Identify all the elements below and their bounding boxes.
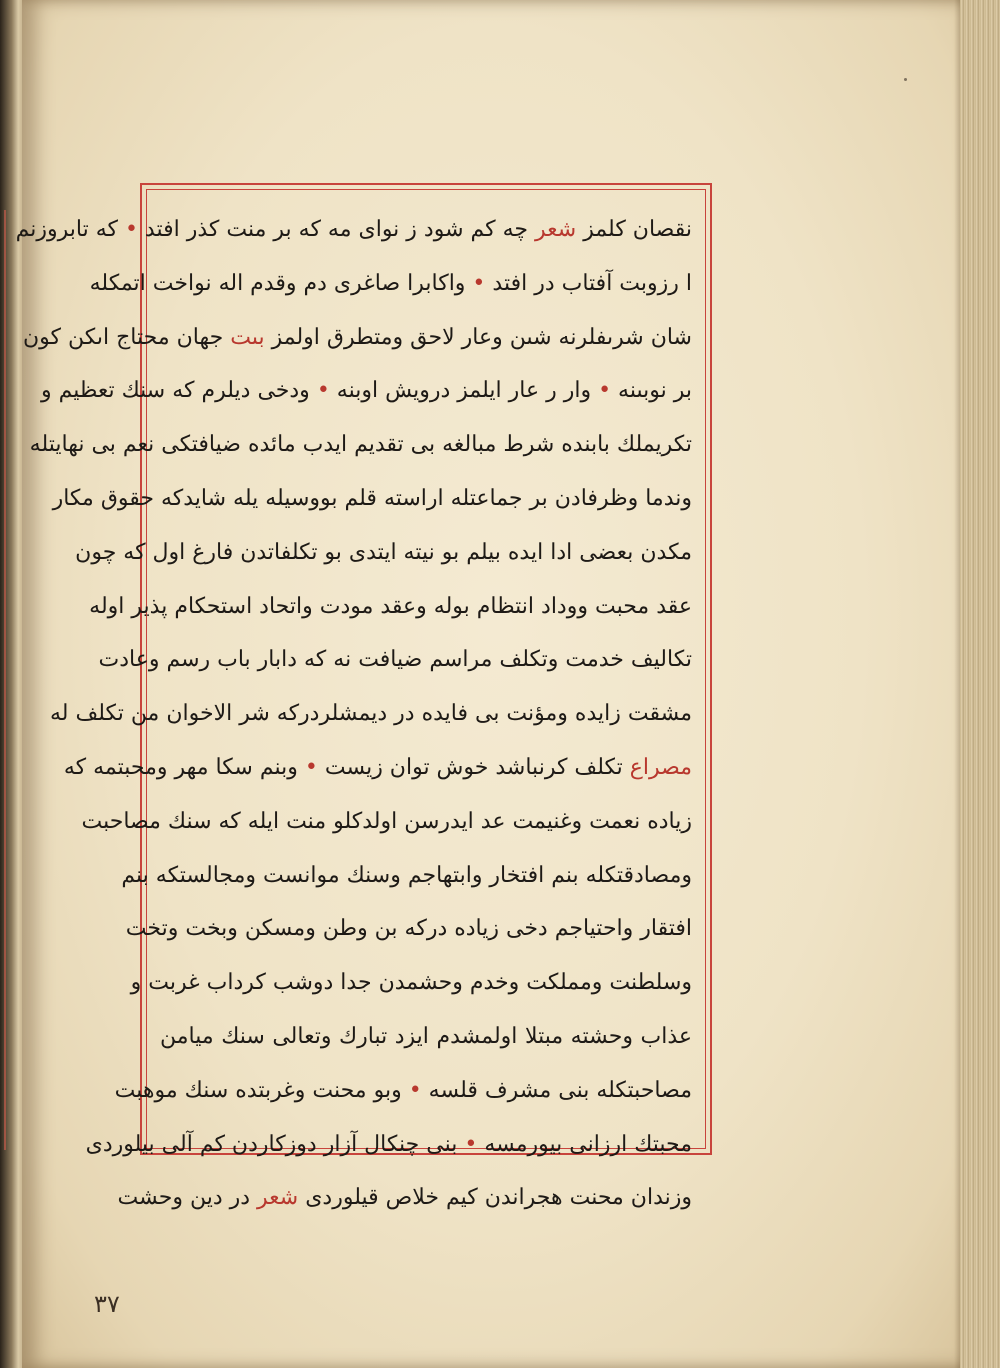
text-line-8: عقد محبت ووداد انتظام بوله وعقد مودت واتحاد استحكام پذير اوله: [89, 593, 692, 619]
text-line-3: شان شرىفلرنه شىن وعار لاحق ومتطرق اولمز بىت جهان محتاج اىكن كون: [22, 324, 692, 350]
text-line-14: افتقار واحتياجم دخى زياده دركه بن وطن ومسكن وبخت وتخت: [125, 916, 692, 942]
text-line-13: ومصادقتكله بنم افتخار وابتهاجم وسنك موانست ومجالستكه بنم: [121, 862, 692, 888]
text-line-4: بر نوبىنه • وار ر عار ايلمز درويش اوبنه • ودخى ديلرم كه سنك تعظيم و: [40, 378, 692, 404]
text-line-9: تكاليف خدمت وتكلف مراسم ضيافت نه كه دابار باب رسم وعادت: [98, 647, 692, 673]
paper-speck: [904, 78, 907, 81]
text-line-16: عذاب وحشته مبتلا اولمشدم ايزد تبارك وتعالى سنك ميامن: [160, 1023, 692, 1049]
text-frame: [15, 183, 712, 1211]
folio-number: ٣٧: [94, 1290, 120, 1318]
text-line-1: نقصان كلمز شعر چه كم شود ز نوای مه كه بر منت كذر افتد • كه تابروزنم: [15, 217, 692, 242]
text-line-10: مشقت زايده ومؤنت بى فايده در ديمشلردركه شر الاخوان من تكلف له: [50, 701, 692, 727]
text-line-7: مكدن بعضى ادا ايده بيلم بو نيته ايتدى بو تكلفاتدن فارغ اول كه چون: [75, 539, 692, 565]
manuscript-folio: [15, 0, 968, 1368]
text-line-5: تكريملك بابنده شرط مبالغه بى تقديم ايدب مائده ضيافتكى نعم بى نهايتله: [29, 432, 692, 458]
text-line-11: مصراع تكلف كرنباشد خوش توان زيست • وبنم سكا مهر ومحبتمه كه: [63, 754, 692, 780]
text-line-18: محبتك ارزانى بيورمسه • بنى چنكال آزار دوزكاردن كم آلى بيلوردى: [85, 1131, 692, 1157]
text-line-12: زياده نعمت وغنيمت عد ايدرسن اولدكلو منت ايله كه سنك مصاحبت: [81, 808, 692, 834]
book-block-edges: [960, 0, 1000, 1368]
text-line-19: وزندان محنت هجراندن كيم خلاص قيلوردى شعر در دين وحشت: [117, 1185, 692, 1211]
text-line-17: مصاحبتكله بنى مشرف قلسه • وبو محنت وغربتده سنك موهبت: [114, 1077, 692, 1103]
text-block: [15, 203, 692, 1211]
facing-page-rule: [4, 210, 6, 1150]
text-line-15: وسلطنت ومملكت وخدم وحشمدن جدا دوشب كرداب غربت و: [130, 970, 692, 996]
text-line-2: ا رزوبت آفتاب در افتد • واكابرا صاغرى دم وقدم اله نواخت اتمكله: [89, 270, 692, 296]
text-line-6: وندما وظرفادن بر جماعتله اراسته قلم بووسيله يله شايدكه حقوق مكار: [52, 485, 692, 511]
